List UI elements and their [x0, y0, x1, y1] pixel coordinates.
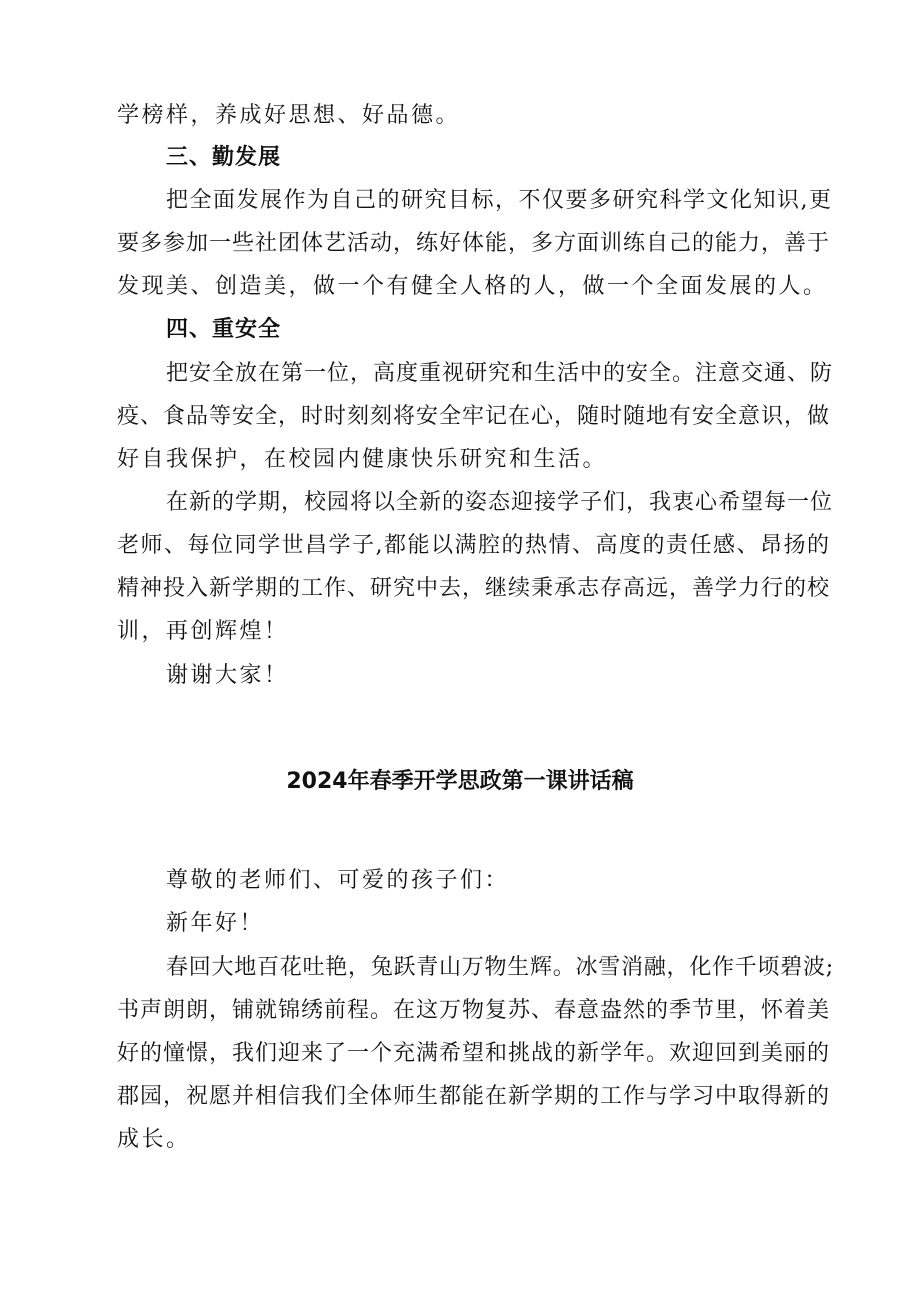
paragraph-line: 训，再创辉煌！ [117, 619, 289, 644]
speech-title: 2024年春季开学思政第一课讲话稿 [286, 769, 634, 794]
paragraph-line: 把安全放在第一位，高度重视研究和生活中的安全。注意交通、防 [166, 361, 834, 386]
section-heading-safety: 四、重安全 [166, 317, 282, 342]
section-heading-develop: 三、勤发展 [166, 145, 282, 170]
paragraph-line: 在新的学期，校园将以全新的姿态迎接学子们，我衷心希望每一位 [166, 490, 834, 515]
paragraph-line: 郡园，祝愿并相信我们全体师生都能在新学期的工作与学习中取得新的 [117, 1084, 831, 1109]
paragraph-continuation: 学榜样，养成好思想、好品德。 [117, 103, 461, 128]
paragraph-line: 好的憧憬，我们迎来了一个充满希望和挑战的新学年。欢迎回到美丽的 [117, 1041, 831, 1066]
paragraph-line: 精神投入新学期的工作、研究中去，继续秉承志存高远，善学力行的校 [117, 576, 831, 601]
paragraph-line: 好自我保护，在校园内健康快乐研究和生活。 [117, 447, 608, 472]
paragraph-line: 疫、食品等安全，时时刻刻将安全牢记在心，随时随地有安全意识，做 [117, 404, 831, 429]
paragraph-line: 把全面发展作为自己的研究目标，不仅要多研究科学文化知识,更 [166, 188, 833, 213]
paragraph-line: 成长。 [117, 1127, 191, 1152]
paragraph-line: 发现美、创造美，做一个有健全人格的人，做一个全面发展的人。 [117, 274, 828, 299]
closing-thanks: 谢谢大家！ [166, 663, 289, 688]
greeting: 新年好！ [166, 911, 265, 936]
paragraph-line: 书声朗朗，铺就锦绣前程。在这万物复苏、春意盎然的季节里，怀着美 [117, 998, 831, 1023]
paragraph-line: 老师、每位同学世昌学子,都能以满腔的热情、高度的责任感、昂扬的 [117, 533, 831, 558]
salutation: 尊敬的老师们、可爱的孩子们： [166, 868, 510, 893]
paragraph-line: 春回大地百花吐艳，兔跃青山万物生辉。冰雪消融，化作千顷碧波; [166, 955, 834, 980]
paragraph-line: 要多参加一些社团体艺活动，练好体能，多方面训练自己的能力，善于 [117, 231, 831, 256]
